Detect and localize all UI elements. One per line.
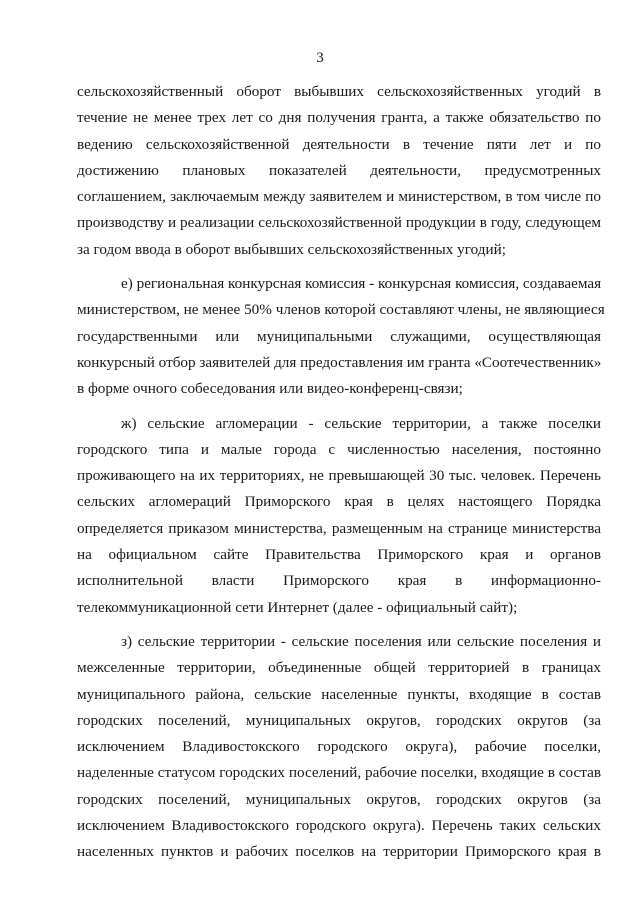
text-line: течение не менее трех лет со дня получения гранта, а также обязательство по — [77, 109, 601, 127]
text-line: ж) сельские агломерации - сельские территории, а также поселки — [121, 414, 601, 432]
text-line: сельских агломераций Приморского края в целях настоящего Порядка — [77, 493, 601, 511]
text-line: производству и реализации сельскохозяйственной продукции в году, следующем — [77, 214, 601, 232]
text-line: сельскохозяйственный оборот выбывших сельскохозяйственных угодий в — [77, 83, 601, 100]
text-line: конкурсный отбор заявителей для предоставления им гранта «Соотечественник» — [77, 353, 602, 371]
text-line: муниципального района, сельские населенные пункты, входящие в состав — [77, 685, 601, 703]
document-body — [77, 79, 605, 866]
text-line: городских поселений, муниципальных округов, городских округов (за — [77, 711, 601, 729]
text-line: определяется приказом министерства, размещенным на странице министерства — [77, 519, 601, 537]
text-line: достижению плановых показателей деятельности, предусмотренных — [77, 161, 601, 179]
text-line: межселенные территории, объединенные общей территорией в границах — [77, 659, 601, 677]
paragraph-item-zh — [77, 411, 601, 621]
text-line: на официальном сайте Правительства Приморского края и органов — [77, 546, 601, 564]
text-line: з) сельские территории - сельские поселения или сельские поселения и — [121, 632, 601, 650]
page-number: 3 — [316, 50, 324, 66]
text-line: государственными или муниципальными служащими, осуществляющая — [77, 327, 601, 345]
text-line: проживающего на их территориях, не превышающей 30 тыс. человек. Перечень — [77, 467, 601, 485]
text-line: соглашением, заключаемым между заявителем и министерством, в том числе по — [77, 188, 601, 206]
text-line: исполнительной власти Приморского края в информационно- — [77, 572, 601, 590]
text-line: городского типа и малые города с численностью населения, постоянно — [77, 440, 601, 458]
paragraph-continuation — [77, 79, 601, 263]
text-line: телекоммуникационной сети Интернет (далее - официальный сайт); — [77, 598, 518, 616]
text-line: наделенные статусом городских поселений, рабочие поселки, входящие в состав — [77, 764, 601, 782]
text-line: населенных пунктов и рабочих поселков на территории Приморского края в — [77, 843, 601, 861]
text-line: в форме очного собеседования или видео-конференц-связи; — [77, 380, 463, 398]
text-line: е) региональная конкурсная комиссия - конкурсная комиссия, создаваемая — [121, 275, 602, 293]
text-line: городских поселений, муниципальных округов, городских округов (за — [77, 790, 601, 808]
text-line: исключением Владивостокского городского округа). Перечень таких сельских — [77, 817, 601, 835]
paragraph-item-z — [77, 629, 601, 866]
text-line: исключением Владивостокского городского округа), рабочие поселки, — [77, 738, 601, 756]
text-line: министерством, не менее 50% членов которой составляют члены, не являющиеся — [77, 301, 605, 319]
text-line: за годом ввода в оборот выбывших сельскохозяйственных угодий; — [77, 240, 506, 258]
paragraph-item-e — [77, 271, 605, 402]
text-line: ведению сельскохозяйственной деятельности в течение пяти лет и по — [77, 135, 601, 153]
